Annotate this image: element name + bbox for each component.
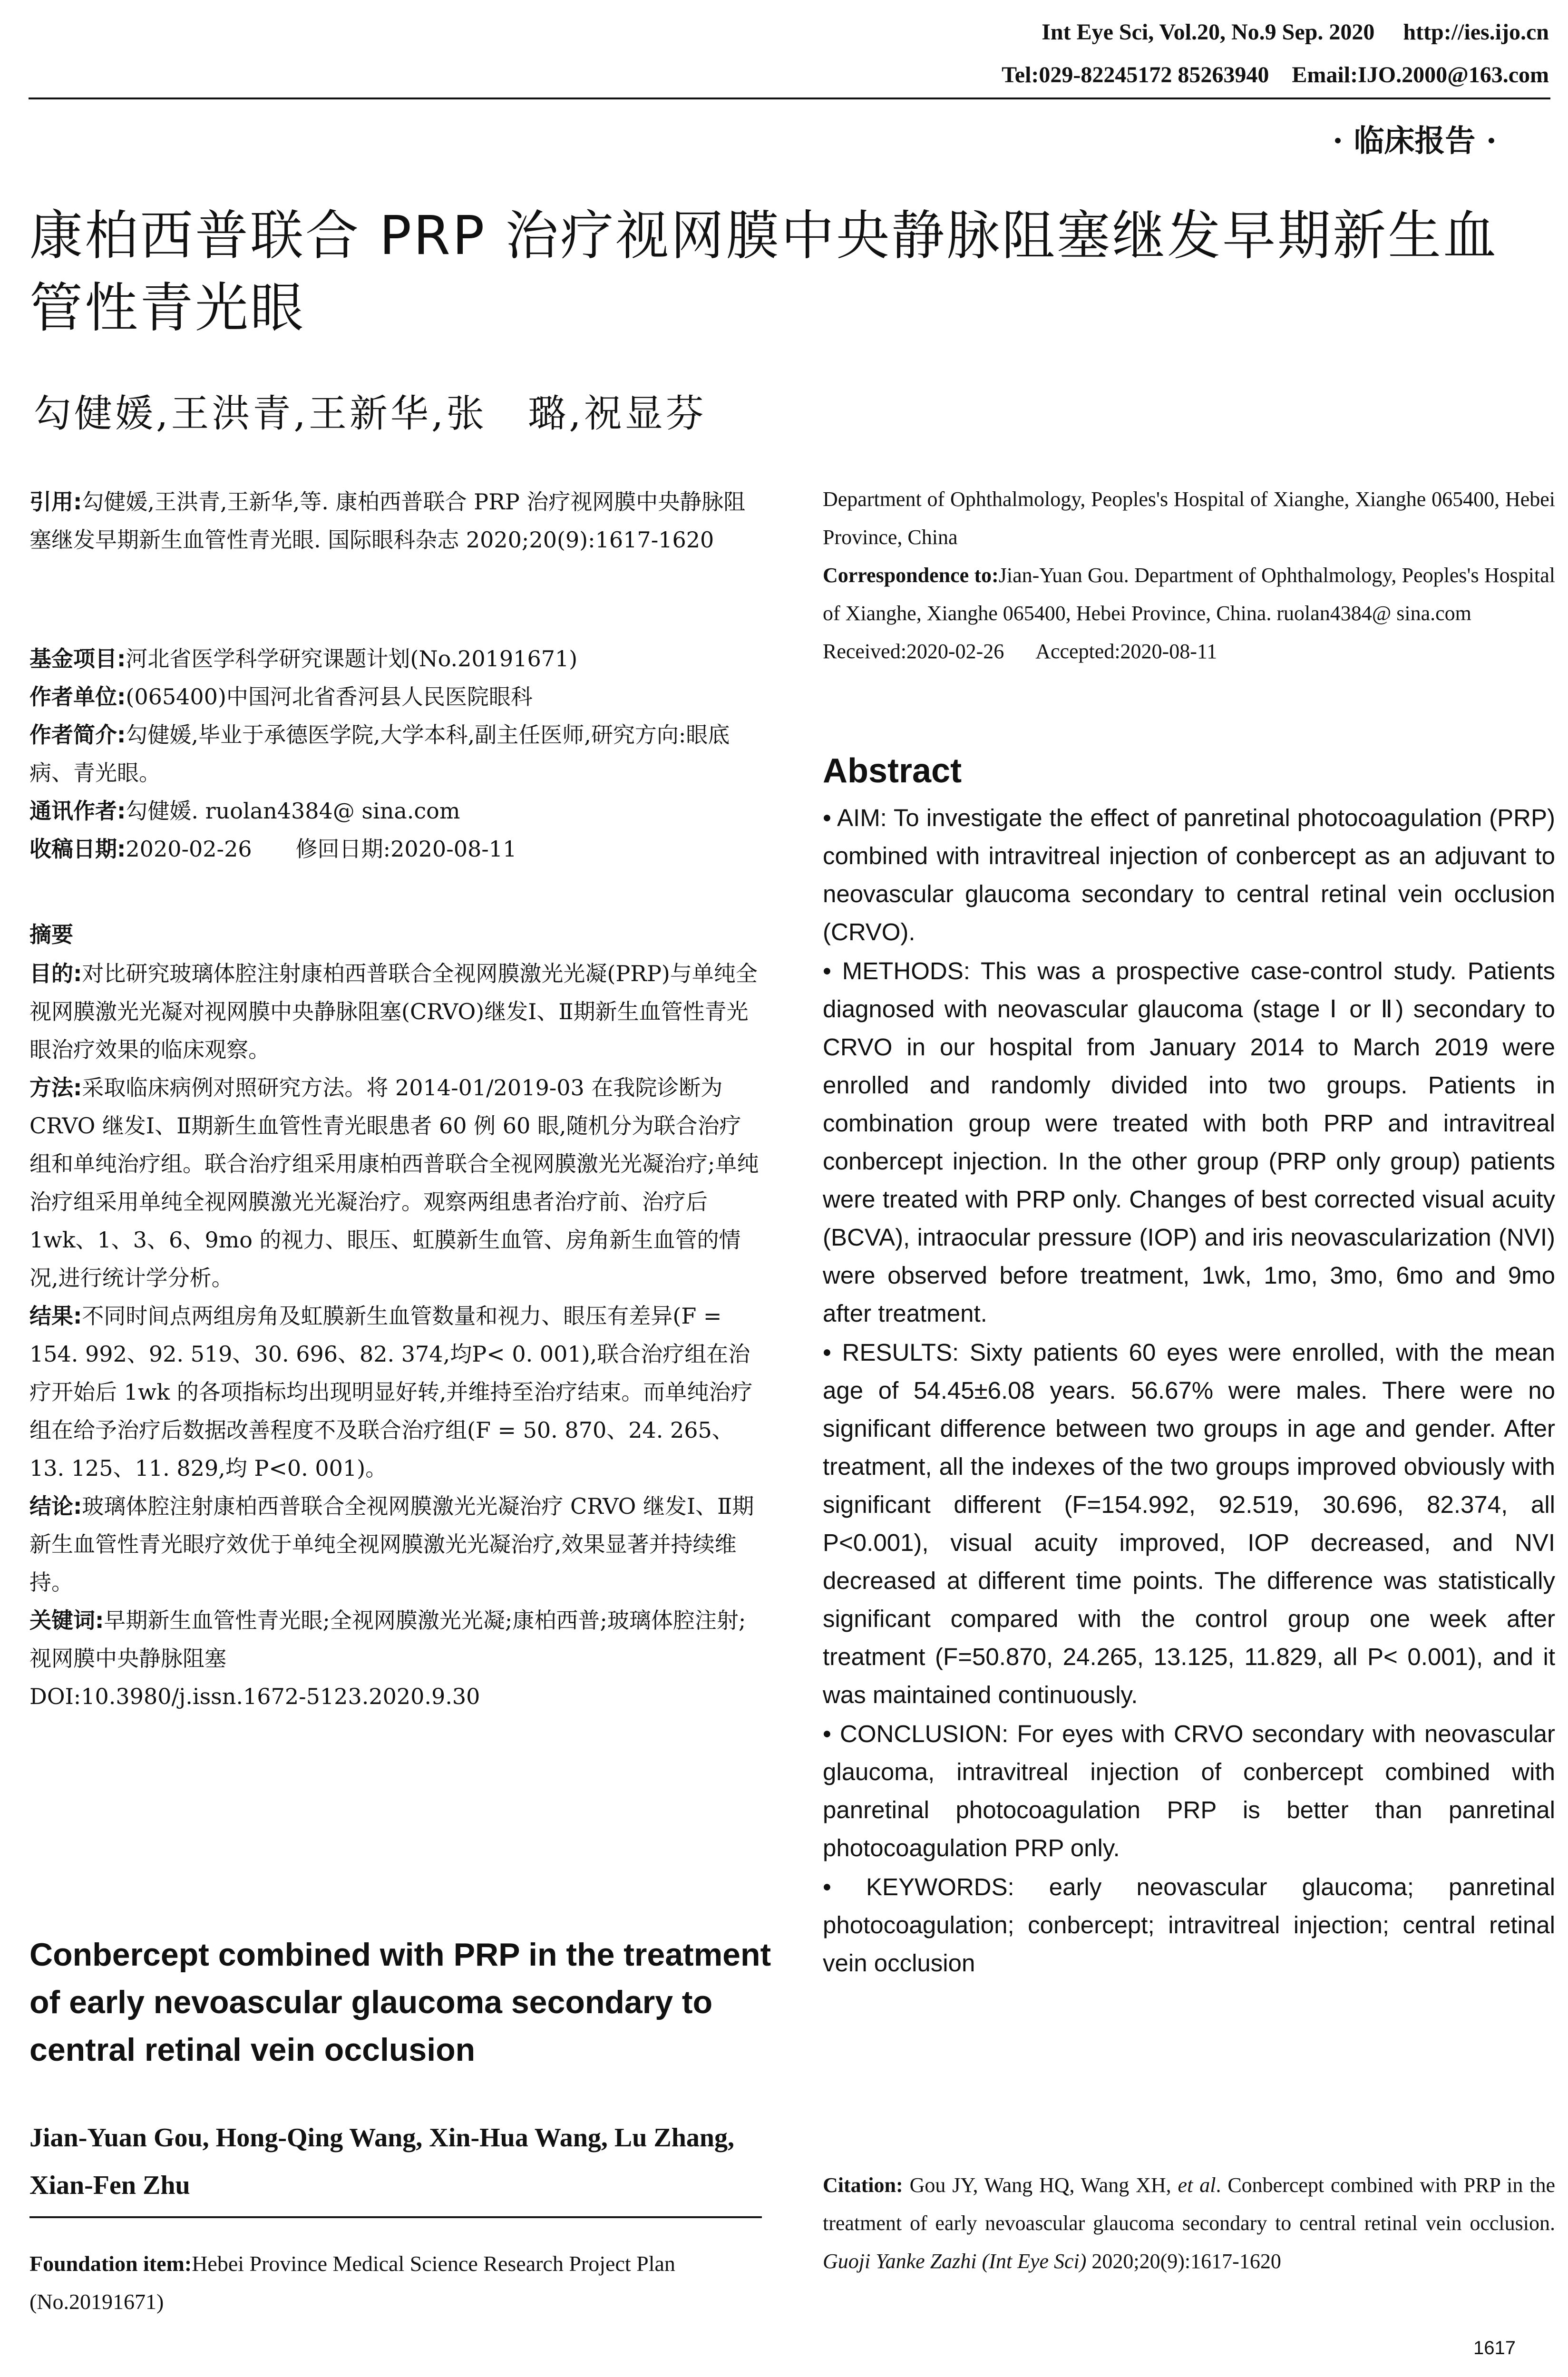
journal-tel: Tel:029-82245172 85263940 <box>1002 62 1269 88</box>
abstract-en-keywords: • KEYWORDS: early neovascular glaucoma; panretinal photocoagulation; conbercept; intravitreal injection; central retinal vein occlusion <box>823 1873 1555 1977</box>
abstract-cn <box>29 916 762 1715</box>
info-funding: 基金项目:河北省医学科学研究课题计划(No.20191671) <box>29 646 578 672</box>
citation-cn-text: 勾健媛,王洪青,王新华,等. 康柏西普联合 PRP 治疗视网膜中央静脉阻塞继发早期新生血管性青光眼. 国际眼科杂志 2020;20(9):1617-1620 <box>29 489 746 553</box>
abstract-cn-conclusion: 结论:玻璃体腔注射康柏西普联合全视网膜激光光凝治疗 CRVO 继发Ⅰ、Ⅱ期新生血管性青光眼疗效优于单纯全视网膜激光光凝治疗,效果显著并持续维持。 <box>29 1493 754 1595</box>
foundation-en <box>29 2245 762 2321</box>
foundation-en-label: Foundation item: <box>29 2251 192 2276</box>
paper-title-en: Conbercept combined with PRP in the treatment of early nevoascular glaucoma secondary to central retinal vein occlusion <box>29 1937 771 2068</box>
abstract-cn-results: 结果:不同时间点两组房角及虹膜新生血管数量和视力、眼压有差异(F = 154. 992、92. 519、30. 696、82. 374,均P< 0. 001),联合治疗组在治疗开始后 1wk 的各项指标均出现明显好转,并维持至治疗结束。而单纯治疗组在给予治疗后数据改善程度不及联合治疗组(F = 50. 870、24. 265、13. 125、11. 829,均 P<0. 001)。 <box>29 1303 753 1481</box>
info-dates: 收稿日期:2020-02-26 修回日期:2020-08-11 <box>29 836 517 862</box>
abstract-en-heading: Abstract <box>823 752 962 790</box>
authors-cn: 勾健媛,王洪青,王新华,张 璐,祝显芬 <box>33 391 707 436</box>
journal-url[interactable]: http://ies.ijo.cn <box>1403 19 1549 45</box>
info-corresponding: 通讯作者:勾健媛. ruolan4384@ sina.com <box>29 798 460 824</box>
foundation-en-text: Hebei Province Medical Science Research Project Plan (No.20191671) <box>29 2251 675 2314</box>
info-affiliation: 作者单位:(065400)中国河北省香河县人民医院眼科 <box>29 684 533 710</box>
citation-cn <box>29 483 762 559</box>
section-tag: · 临床报告 · <box>1332 123 1497 159</box>
abstract-en-conclusion: • CONCLUSION: For eyes with CRVO secondary with neovascular glaucoma, intravitreal injection of conbercept combined with panretinal photocoagulation PRP is better than panretinal photocoagulation PRP only. <box>823 1720 1555 1861</box>
authors-en: Jian-Yuan Gou, Hong-Qing Wang, Xin-Hua Wang, Lu Zhang, Xian-Fen Zhu <box>29 2123 734 2200</box>
article-info-block <box>29 640 762 868</box>
abstract-en-results: • RESULTS: Sixty patients 60 eyes were enrolled, with the mean age of 54.45±6.08 years. 56.67% were males. There were no significant difference between two groups in age and gender. After treatment, all the indexes of the two groups improved obviously with significant different (F=154.992, 92.519, 30.696, 82.374, all P<0.001), visual acuity improved, IOP decreased, and NVI decreased at different time points. The difference was statistically significant compared with the control group one week after treatment (F=50.870, 24.265, 13.125, 11.829, all P< 0.001), and it was maintained continuously. <box>823 1339 1555 1708</box>
citation-en-label: Citation: <box>823 2173 903 2197</box>
header-rule <box>29 97 1550 99</box>
citation-en: Citation: Gou JY, Wang HQ, Wang XH, et al. Conbercept combined with PRP in the treatment of early nevoascular glaucoma secondary to central retinal vein occlusion. Guoji Yanke Zazhi (Int Eye Sci) 2020;20(9):1617-1620 <box>823 2173 1556 2273</box>
abstract-cn-doi[interactable]: DOI:10.3980/j.issn.1672-5123.2020.9.30 <box>29 1684 480 1709</box>
paper-title-cn: 康柏西普联合 PRP 治疗视网膜中央静脉阻塞继发早期新生血管性青光眼 <box>29 205 1499 339</box>
running-header-contact <box>1002 62 1549 88</box>
info-author-bio: 作者简介:勾健媛,毕业于承德医学院,大学本科,副主任医师,研究方向:眼底病、青光眼。 <box>29 722 730 786</box>
abstract-cn-aim: 目的:对比研究玻璃体腔注射康柏西普联合全视网膜激光光凝(PRP)与单纯全视网膜激光光凝对视网膜中央静脉阻塞(CRVO)继发Ⅰ、Ⅱ期新生血管性青光眼治疗效果的临床观察。 <box>29 961 758 1062</box>
footnote-rule <box>29 2216 762 2218</box>
affiliation-en <box>823 480 1555 671</box>
abstract-cn-keywords: 关键词:早期新生血管性青光眼;全视网膜激光光凝;康柏西普;玻璃体腔注射;视网膜中央静脉阻塞 <box>29 1607 746 1671</box>
abstract-en-body <box>823 799 1555 1983</box>
page-number: 1617 <box>1473 2338 1516 2358</box>
running-header-journal <box>1042 19 1549 45</box>
affiliation-dept: Department of Ophthalmology, Peoples's Hospital of Xianghe, Xianghe 065400, Hebei Province, China <box>823 487 1555 549</box>
abstract-cn-heading: 摘要 <box>29 922 73 947</box>
journal-email[interactable]: Email:IJO.2000@163.com <box>1292 62 1549 88</box>
received-accepted: Received:2020-02-26 Accepted:2020-08-11 <box>823 640 1217 663</box>
correspondence: Correspondence to:Jian-Yuan Gou. Department of Ophthalmology, Peoples's Hospital of Xianghe, Xianghe 065400, Hebei Province, China. ruolan4384@ sina.com <box>823 564 1555 625</box>
citation-cn-label: 引用: <box>29 489 82 515</box>
abstract-en-aim: • AIM: To investigate the effect of panretinal photocoagulation (PRP) combined with intravitreal injection of conbercept as an adjuvant to neovascular glaucoma secondary to central retinal vein occlusion (CRVO). <box>823 804 1555 945</box>
abstract-en-methods: • METHODS: This was a prospective case-control study. Patients diagnosed with neovascular glaucoma (stage Ⅰ or Ⅱ) secondary to CRVO in our hospital from January 2014 to March 2019 were enrolled and randomly divided into two groups. Patients in combination group were treated with both PRP and intravitreal conbercept injection. In the other group (PRP only group) patients were treated with PRP only. Changes of best corrected visual acuity (BCVA), intraocular pressure (IOP) and iris neovascularization (NVI) were observed before treatment, 1wk, 1mo, 3mo, 6mo and 9mo after treatment. <box>823 957 1555 1327</box>
abstract-cn-methods: 方法:采取临床病例对照研究方法。将 2014-01/2019-03 在我院诊断为 CRVO 继发Ⅰ、Ⅱ期新生血管性青光眼患者 60 例 60 眼,随机分为联合治疗组和单纯治疗组。联合治疗组采用康柏西普联合全视网膜激光光凝治疗;单纯治疗组采用单纯全视网膜激光光凝治疗。观察两组患者治疗前、治疗后 1wk、1、3、6、9mo 的视力、眼压、虹膜新生血管、房角新生血管的情况,进行统计学分析。 <box>29 1075 759 1291</box>
citation-en-journal: Guoji Yanke Zazhi (Int Eye Sci) <box>823 2250 1087 2273</box>
journal-line: Int Eye Sci, Vol.20, No.9 Sep. 2020 <box>1042 19 1375 45</box>
